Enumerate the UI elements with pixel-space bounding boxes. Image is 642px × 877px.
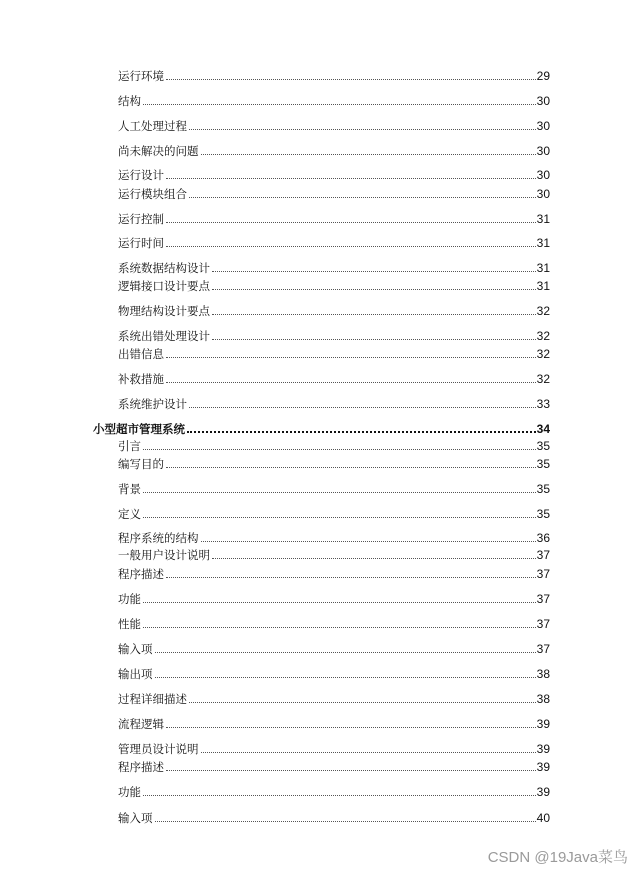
dot-leader bbox=[201, 153, 536, 155]
toc-entry-title: 系统维护设计 bbox=[118, 397, 187, 411]
toc-entry[interactable] bbox=[118, 117, 550, 133]
dot-leader bbox=[166, 221, 536, 223]
toc-entry[interactable] bbox=[118, 455, 550, 471]
dot-leader bbox=[212, 313, 536, 315]
toc-entry[interactable] bbox=[118, 185, 550, 201]
toc-entry[interactable] bbox=[118, 92, 550, 108]
toc-entry-title: 出错信息 bbox=[118, 347, 164, 361]
toc-entry-page: 38 bbox=[536, 692, 550, 706]
toc-entry[interactable] bbox=[118, 615, 550, 631]
toc-entry[interactable] bbox=[118, 259, 550, 275]
toc-entry-title: 功能 bbox=[118, 785, 141, 799]
toc-entry-page: 35 bbox=[536, 507, 550, 521]
toc-entry-title: 功能 bbox=[118, 592, 141, 606]
toc-entry[interactable] bbox=[118, 370, 550, 386]
toc-entry-page: 29 bbox=[536, 69, 550, 83]
toc-entry[interactable] bbox=[118, 665, 550, 681]
toc-entry[interactable] bbox=[118, 690, 550, 706]
toc-entry[interactable] bbox=[118, 166, 550, 182]
toc-entry-title: 性能 bbox=[118, 617, 141, 631]
toc-entry-page: 31 bbox=[536, 261, 550, 275]
toc-entry-page: 37 bbox=[536, 617, 550, 631]
dot-leader bbox=[212, 270, 536, 272]
toc-entry-page: 35 bbox=[536, 457, 550, 471]
toc-entry-page: 31 bbox=[536, 236, 550, 250]
toc-entry-page: 39 bbox=[536, 760, 550, 774]
toc-entry-page: 36 bbox=[536, 531, 550, 545]
toc-entry[interactable] bbox=[118, 590, 550, 606]
toc-entry-title: 小型超市管理系统 bbox=[93, 422, 185, 436]
toc-entry-page: 32 bbox=[536, 329, 550, 343]
toc-entry-page: 34 bbox=[536, 422, 550, 436]
dot-leader bbox=[212, 288, 536, 290]
dot-leader bbox=[166, 356, 536, 358]
toc-entry-page: 32 bbox=[536, 304, 550, 318]
toc-entry[interactable] bbox=[118, 565, 550, 581]
toc-entry[interactable] bbox=[118, 277, 550, 293]
dot-leader bbox=[166, 769, 536, 771]
dot-leader bbox=[143, 103, 536, 105]
dot-leader bbox=[189, 196, 536, 198]
toc-entry-page: 35 bbox=[536, 439, 550, 453]
toc-entry[interactable] bbox=[118, 546, 550, 562]
toc-entry-title: 背景 bbox=[118, 482, 141, 496]
toc-entry[interactable] bbox=[118, 210, 550, 226]
dot-leader bbox=[166, 78, 536, 80]
toc-heading[interactable] bbox=[93, 420, 550, 436]
toc-entry[interactable] bbox=[118, 345, 550, 361]
toc-entry-page: 37 bbox=[536, 567, 550, 581]
toc-entry-title: 过程详细描述 bbox=[118, 692, 187, 706]
dot-leader bbox=[166, 466, 536, 468]
toc-entry-page: 35 bbox=[536, 482, 550, 496]
toc-entry-title: 程序描述 bbox=[118, 760, 164, 774]
toc-entry-page: 30 bbox=[536, 119, 550, 133]
toc-entry-title: 程序系统的结构 bbox=[118, 531, 199, 545]
toc-entry-title: 物理结构设计要点 bbox=[118, 304, 210, 318]
toc-entry-title: 运行环境 bbox=[118, 69, 164, 83]
toc-entry-title: 运行时间 bbox=[118, 236, 164, 250]
dot-leader bbox=[143, 491, 536, 493]
dot-leader bbox=[166, 245, 536, 247]
toc-entry-page: 39 bbox=[536, 785, 550, 799]
toc-entry-page: 37 bbox=[536, 548, 550, 562]
dot-leader bbox=[143, 626, 536, 628]
toc-entry-title: 输入项 bbox=[118, 642, 153, 656]
toc-entry-title: 输入项 bbox=[118, 811, 153, 825]
toc-entry[interactable] bbox=[118, 302, 550, 318]
toc-entry-title: 定义 bbox=[118, 507, 141, 521]
toc-entry-title: 人工处理过程 bbox=[118, 119, 187, 133]
dot-leader bbox=[155, 651, 536, 653]
toc-entry-title: 流程逻辑 bbox=[118, 717, 164, 731]
dot-leader bbox=[189, 701, 536, 703]
dot-leader bbox=[166, 381, 536, 383]
toc-entry-page: 30 bbox=[536, 94, 550, 108]
toc-entry-page: 38 bbox=[536, 667, 550, 681]
toc-entry-title: 程序描述 bbox=[118, 567, 164, 581]
toc-entry-title: 系统出错处理设计 bbox=[118, 329, 210, 343]
toc-entry-title: 一般用户设计说明 bbox=[118, 548, 210, 562]
toc-entry-title: 逻辑接口设计要点 bbox=[118, 279, 210, 293]
toc-entry-page: 32 bbox=[536, 372, 550, 386]
toc-entry[interactable] bbox=[118, 327, 550, 343]
toc-entry-title: 引言 bbox=[118, 439, 141, 453]
toc-entry[interactable] bbox=[118, 529, 550, 545]
toc-entry[interactable] bbox=[118, 740, 550, 756]
dot-leader bbox=[155, 676, 536, 678]
dot-leader bbox=[166, 726, 536, 728]
toc-entry[interactable] bbox=[118, 809, 550, 825]
toc-entry-page: 30 bbox=[536, 168, 550, 182]
toc-entry[interactable] bbox=[118, 715, 550, 731]
toc-entry-page: 37 bbox=[536, 592, 550, 606]
dot-leader bbox=[212, 338, 536, 340]
dot-leader bbox=[143, 516, 536, 518]
toc-entry-page: 39 bbox=[536, 742, 550, 756]
dot-leader bbox=[166, 177, 536, 179]
dot-leader bbox=[143, 601, 536, 603]
toc-entry-title: 结构 bbox=[118, 94, 141, 108]
dot-leader bbox=[189, 128, 536, 130]
toc-entry[interactable] bbox=[118, 234, 550, 250]
dot-leader bbox=[166, 576, 536, 578]
toc-entry-page: 39 bbox=[536, 717, 550, 731]
toc-entry-title: 运行控制 bbox=[118, 212, 164, 226]
dot-leader bbox=[212, 557, 536, 559]
dot-leader bbox=[189, 406, 536, 408]
toc-entry[interactable] bbox=[118, 142, 550, 158]
toc-entry-page: 32 bbox=[536, 347, 550, 361]
dot-leader bbox=[187, 430, 536, 433]
toc-entry[interactable] bbox=[118, 505, 550, 521]
toc-entry[interactable] bbox=[118, 758, 550, 774]
dot-leader bbox=[155, 820, 536, 822]
toc-entry-title: 编写目的 bbox=[118, 457, 164, 471]
dot-leader bbox=[143, 448, 536, 450]
watermark: CSDN @19Java菜鸟 bbox=[487, 849, 628, 866]
toc-entry-page: 31 bbox=[536, 279, 550, 293]
toc-entry-title: 输出项 bbox=[118, 667, 153, 681]
toc-entry-title: 补救措施 bbox=[118, 372, 164, 386]
toc-entry[interactable] bbox=[118, 783, 550, 799]
toc-entry-title: 运行设计 bbox=[118, 168, 164, 182]
toc-entry-page: 30 bbox=[536, 187, 550, 201]
toc-entry[interactable] bbox=[118, 395, 550, 411]
dot-leader bbox=[201, 540, 536, 542]
toc-entry-title: 系统数据结构设计 bbox=[118, 261, 210, 275]
toc-entry[interactable] bbox=[118, 437, 550, 453]
toc-entry-title: 尚未解决的问题 bbox=[118, 144, 199, 158]
toc-entry-page: 31 bbox=[536, 212, 550, 226]
toc-entry[interactable] bbox=[118, 640, 550, 656]
toc-entry[interactable] bbox=[118, 480, 550, 496]
toc-entry-title: 管理员设计说明 bbox=[118, 742, 199, 756]
toc-entry-page: 33 bbox=[536, 397, 550, 411]
toc-entry-page: 40 bbox=[536, 811, 550, 825]
dot-leader bbox=[143, 794, 536, 796]
toc-entry-title: 运行模块组合 bbox=[118, 187, 187, 201]
toc-entry-page: 37 bbox=[536, 642, 550, 656]
dot-leader bbox=[201, 751, 536, 753]
toc-entry-page: 30 bbox=[536, 144, 550, 158]
toc-entry[interactable] bbox=[118, 67, 550, 83]
